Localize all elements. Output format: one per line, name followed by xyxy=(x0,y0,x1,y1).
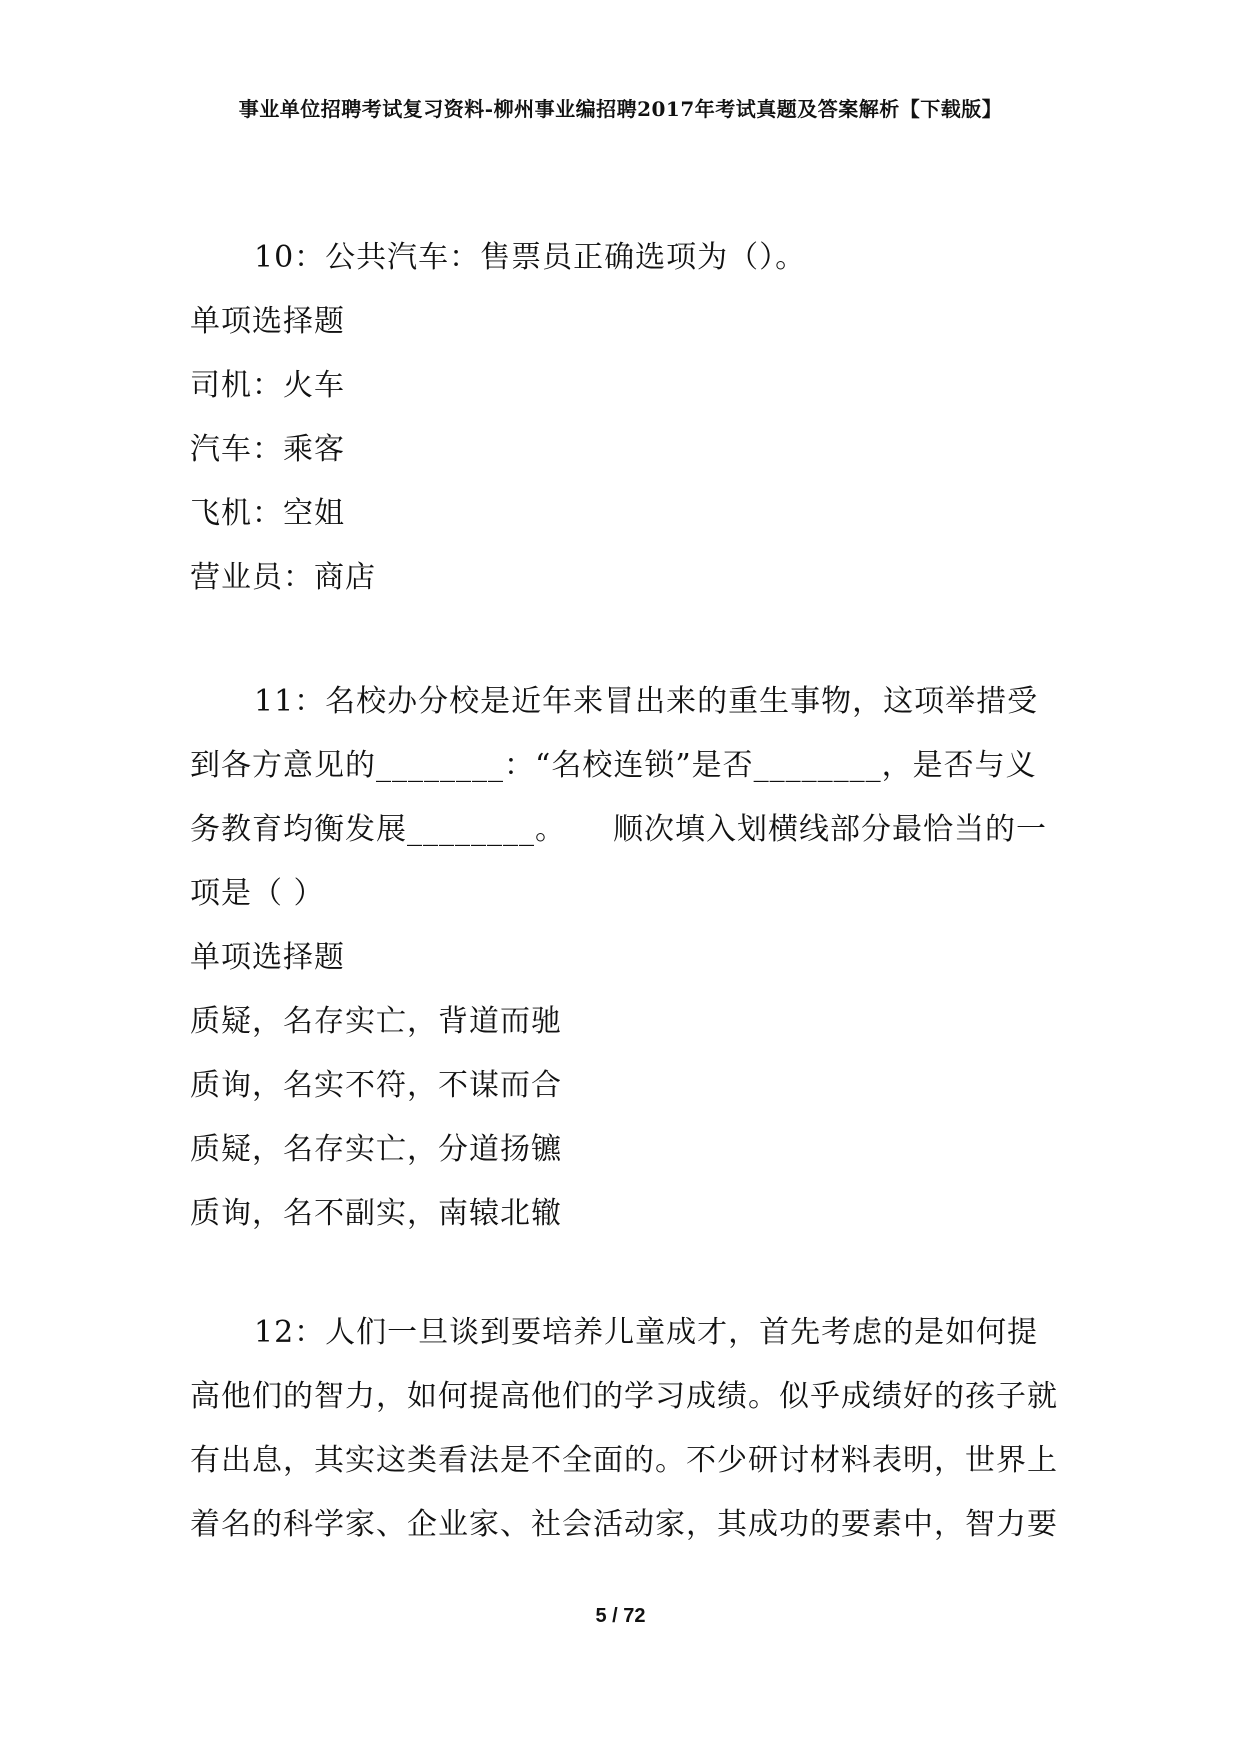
document-header: 事业单位招聘考试复习资料-柳州事业编招聘2017年考试真题及答案解析【下载版】 xyxy=(238,97,1003,121)
question-12 xyxy=(190,1301,1060,1557)
option-c: 飞机：空姐 xyxy=(190,496,345,531)
option-c: 质疑，名存实亡，分道扬镳 xyxy=(190,1132,562,1167)
question-stem: 10：公共汽车：售票员正确选项为（）。 xyxy=(254,240,807,275)
option-b: 汽车：乘客 xyxy=(190,432,345,467)
option-d: 营业员：商店 xyxy=(190,560,376,595)
document-body xyxy=(190,226,1060,1617)
question-type: 单项选择题 xyxy=(190,940,345,975)
option-b: 质询，名实不符，不谋而合 xyxy=(190,1068,562,1103)
question-10 xyxy=(190,226,1060,610)
question-stem: 11：名校办分校是近年来冒出来的重生事物，这项举措受到各方意见的________：“名校连锁”是否________，是否与义务教育均衡发展________。 顺次填入划横线部分最恰当的一项是（ ） xyxy=(190,684,1047,911)
option-d: 质询，名不副实，南辕北辙 xyxy=(190,1196,562,1231)
question-stem: 12：人们一旦谈到要培养儿童成才，首先考虑的是如何提高他们的智力，如何提高他们的学习成绩。似乎成绩好的孩子就有出息，其实这类看法是不全面的。不少研讨材料表明，世界上着名的科学家、企业家、社会活动家，其成功的要素中，智力要 xyxy=(190,1315,1058,1542)
question-11 xyxy=(190,670,1060,1246)
option-a: 司机：火车 xyxy=(190,368,345,403)
option-a: 质疑，名存实亡，背道而驰 xyxy=(190,1004,562,1039)
page-number: 5 / 72 xyxy=(595,1605,646,1627)
question-type: 单项选择题 xyxy=(190,304,345,339)
